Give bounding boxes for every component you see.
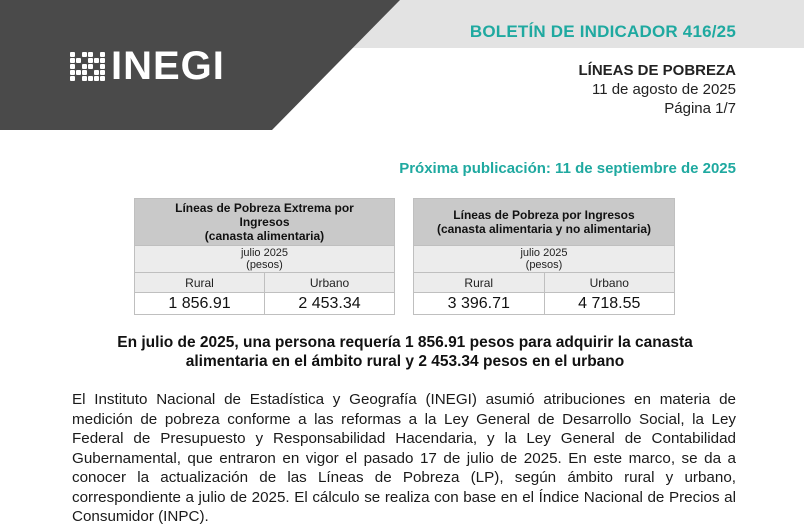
extreme-poverty-line-table bbox=[134, 198, 395, 315]
headline-line: alimentaria en el ámbito rural y 2 453.34 pesos en el urbano bbox=[185, 353, 625, 370]
table-header bbox=[414, 199, 675, 246]
document-subject: LÍNEAS DE POBREZA bbox=[578, 62, 736, 79]
table-period bbox=[135, 246, 395, 273]
column-header-rural: Rural bbox=[135, 273, 265, 293]
next-publication-note: Próxima publicación: 11 de septiembre de 2025 bbox=[399, 160, 736, 177]
inegi-logo-mark-icon bbox=[70, 52, 105, 81]
table-period bbox=[414, 246, 675, 273]
value-rural: 3 396.71 bbox=[414, 293, 545, 315]
headline-line: En julio de 2025, una persona requería 1 856.91 pesos para adquirir la canasta bbox=[117, 334, 693, 351]
inegi-logo-text: INEGI bbox=[111, 44, 225, 88]
unit-label: (pesos) bbox=[525, 259, 563, 271]
period-label: julio 2025 bbox=[240, 247, 289, 259]
value-urbano: 4 718.55 bbox=[544, 293, 675, 315]
body-paragraph: El Instituto Nacional de Estadística y Geografía (INEGI) asumió atribuciones en materia de medición de pobreza conforme a las reformas a la Ley General de Desarrollo Social, la Ley Federal de Presupuesto y Responsabilidad Hacendaria, y la Ley General de Contabilidad Gubernamental, que entraron en vigor el pasado 17 de julio de 2025. En este marco, se da a conocer la actualización de las Líneas de Pobreza (LP), según ámbito rural y urbano, correspondiente a julio de 2025. El cálculo se realiza con base en el Índice Nacional de Precios al Consumidor (INPC). bbox=[72, 391, 736, 525]
table-title-line: (canasta alimentaria) bbox=[204, 229, 325, 243]
page-number: Página 1/7 bbox=[664, 100, 736, 117]
bulletin-title: BOLETÍN DE INDICADOR 416/25 bbox=[469, 22, 736, 41]
period-label: julio 2025 bbox=[520, 247, 568, 259]
table-title-line: Líneas de Pobreza Extrema por bbox=[175, 201, 354, 215]
table-title-line: Ingresos bbox=[239, 215, 290, 229]
table-header bbox=[135, 199, 395, 246]
poverty-line-table bbox=[413, 198, 675, 315]
headline bbox=[80, 333, 730, 371]
table-title-line: Líneas de Pobreza por Ingresos bbox=[453, 208, 635, 222]
column-header-urbano: Urbano bbox=[265, 273, 395, 293]
value-urbano: 2 453.34 bbox=[265, 293, 395, 315]
table-title-line: (canasta alimentaria y no alimentaria) bbox=[436, 222, 652, 236]
value-rural: 1 856.91 bbox=[135, 293, 265, 315]
unit-label: (pesos) bbox=[246, 259, 283, 271]
document-date: 11 de agosto de 2025 bbox=[591, 81, 736, 98]
inegi-logo bbox=[70, 46, 225, 86]
column-header-rural: Rural bbox=[414, 273, 545, 293]
column-header-urbano: Urbano bbox=[544, 273, 675, 293]
